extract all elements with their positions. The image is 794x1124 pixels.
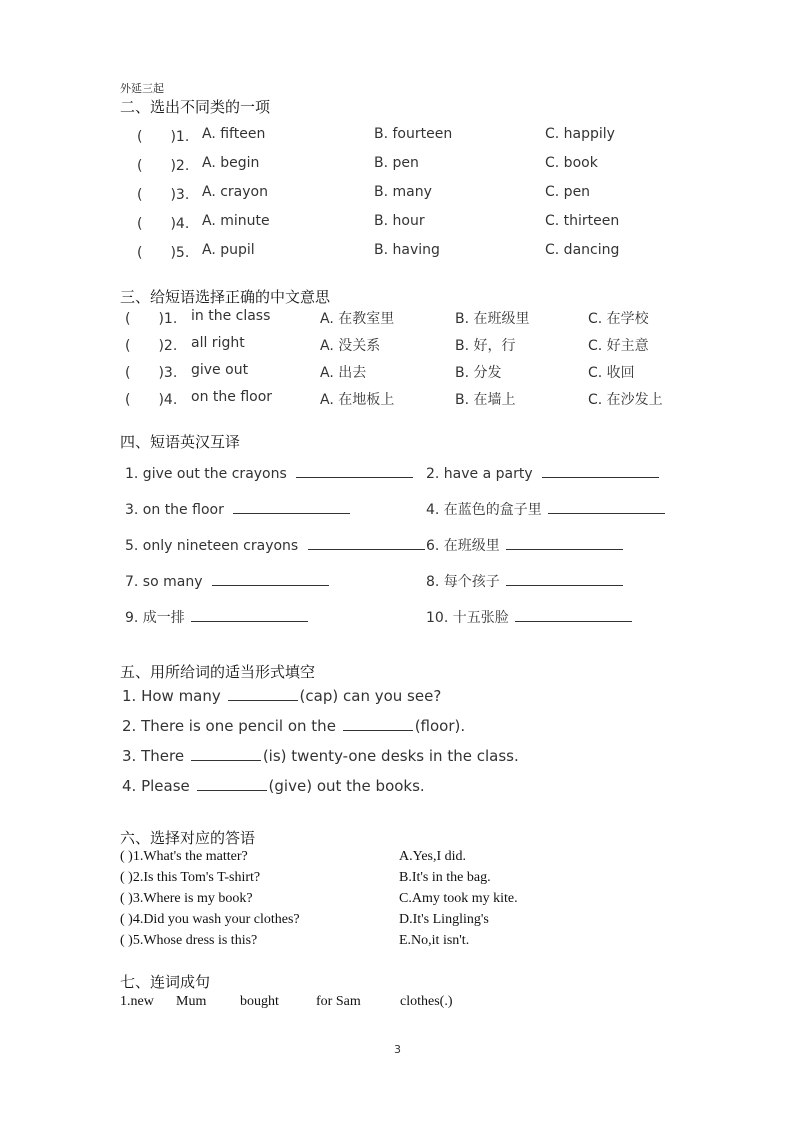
s4-right-item xyxy=(426,535,623,555)
header-tag: 外延三起 xyxy=(120,82,164,95)
s4-right-text: 8. 每个孩子 xyxy=(426,574,500,590)
s4-left-text: 3. on the floor xyxy=(125,502,224,518)
answer-blank[interactable] xyxy=(542,463,659,478)
s3-num: ( )4. xyxy=(125,392,178,408)
s3-option-c: C. 收回 xyxy=(588,365,635,381)
s2-option-c: C. thirteen xyxy=(545,213,620,229)
s5-pre: 4. Please xyxy=(122,777,190,795)
s5-item xyxy=(122,686,441,705)
answer-blank[interactable] xyxy=(197,776,267,791)
s2-option-a: A. crayon xyxy=(202,184,268,200)
section-6-title: 六、选择对应的答语 xyxy=(120,829,256,847)
s4-left-text: 9. 成一排 xyxy=(125,610,185,626)
s6-question: ( )3.Where is my book? xyxy=(120,891,253,906)
s3-option-b: B. 分发 xyxy=(455,365,502,381)
s5-pre: 1. How many xyxy=(122,687,221,705)
s2-option-b: B. having xyxy=(374,242,440,258)
s2-option-a: A. pupil xyxy=(202,242,255,258)
s6-answer: E.No,it isn't. xyxy=(399,933,470,948)
s3-option-c: C. 好主意 xyxy=(588,338,649,354)
answer-blank[interactable] xyxy=(515,607,632,622)
s3-phrase: on the floor xyxy=(191,389,273,405)
s5-pre: 3. There xyxy=(122,747,185,765)
s5-post: twenty-one desks in the class. xyxy=(291,747,519,765)
answer-blank[interactable] xyxy=(191,607,308,622)
s4-left-text: 7. so many xyxy=(125,574,203,590)
s3-option-a: A. 出去 xyxy=(320,365,367,381)
s4-right-text: 10. 十五张脸 xyxy=(426,610,509,626)
s3-option-a: A. 在地板上 xyxy=(320,392,395,408)
s7-scrambled-words xyxy=(120,994,452,1010)
answer-blank[interactable] xyxy=(212,571,329,586)
s4-left-text: 5. only nineteen crayons xyxy=(125,538,299,554)
s6-question: ( )4.Did you wash your clothes? xyxy=(120,912,300,927)
s2-option-a: A. fifteen xyxy=(202,126,266,142)
answer-blank[interactable] xyxy=(308,535,425,550)
s5-hint: (cap) xyxy=(299,687,339,705)
section-5-title: 五、用所给词的适当形式填空 xyxy=(120,663,316,681)
section-7-title: 七、连词成句 xyxy=(120,973,211,991)
s3-phrase: in the class xyxy=(191,308,271,324)
s3-option-b: B. 好，行 xyxy=(455,338,516,354)
s6-answer: B.It's in the bag. xyxy=(399,870,491,885)
s4-right-item xyxy=(426,499,665,519)
s3-num: ( )1. xyxy=(125,311,178,327)
s4-left-text: 1. give out the crayons xyxy=(125,466,287,482)
s5-pre: 2. There is one pencil on the xyxy=(122,717,336,735)
s5-hint: (floor). xyxy=(414,717,466,735)
s2-option-b: B. many xyxy=(374,184,432,200)
s3-option-c: C. 在沙发上 xyxy=(588,392,663,408)
s7-word: Mum xyxy=(176,994,207,1009)
s7-word: bought xyxy=(240,994,279,1009)
s3-phrase: give out xyxy=(191,362,249,378)
s2-option-a: A. minute xyxy=(202,213,270,229)
s4-left-item xyxy=(125,571,329,590)
s4-left-item xyxy=(125,499,350,518)
s5-post: can you see? xyxy=(343,687,442,705)
s2-option-c: C. pen xyxy=(545,184,591,200)
s2-num: ( )4. xyxy=(137,216,190,232)
answer-blank[interactable] xyxy=(506,535,623,550)
s4-right-text: 4. 在蓝色的盒子里 xyxy=(426,502,542,518)
s6-question: ( )5.Whose dress is this? xyxy=(120,933,258,948)
s3-option-a: A. 在教室里 xyxy=(320,311,395,327)
s6-question: ( )1.What's the matter? xyxy=(120,849,248,864)
s2-option-a: A. begin xyxy=(202,155,260,171)
answer-blank[interactable] xyxy=(233,499,350,514)
s2-option-b: B. hour xyxy=(374,213,425,229)
s4-right-item xyxy=(426,607,632,627)
s5-item xyxy=(122,776,425,795)
s2-num: ( )1. xyxy=(137,129,190,145)
s2-option-b: B. pen xyxy=(374,155,419,171)
s4-right-item xyxy=(426,463,659,482)
s4-right-text: 6. 在班级里 xyxy=(426,538,500,554)
s4-left-item xyxy=(125,535,425,554)
s5-hint: (give) xyxy=(268,777,313,795)
s6-answer: D.It's Lingling's xyxy=(399,912,489,927)
s2-option-c: C. book xyxy=(545,155,598,171)
s3-option-c: C. 在学校 xyxy=(588,311,649,327)
answer-blank[interactable] xyxy=(506,571,623,586)
section-3-title: 三、给短语选择正确的中文意思 xyxy=(120,288,331,306)
s3-phrase: all right xyxy=(191,335,245,351)
s2-num: ( )5. xyxy=(137,245,190,261)
s3-option-b: B. 在墙上 xyxy=(455,392,516,408)
answer-blank[interactable] xyxy=(228,686,298,701)
s5-post: out the books. xyxy=(316,777,425,795)
s6-answer: A.Yes,I did. xyxy=(399,849,467,864)
answer-blank[interactable] xyxy=(296,463,413,478)
answer-blank[interactable] xyxy=(191,746,261,761)
s2-option-c: C. dancing xyxy=(545,242,620,258)
s7-word: 1.new xyxy=(120,994,154,1009)
section-2-title: 二、选出不同类的一项 xyxy=(120,98,271,116)
s4-left-item xyxy=(125,607,308,627)
answer-blank[interactable] xyxy=(343,716,413,731)
s4-left-item xyxy=(125,463,413,482)
s6-question: ( )2.Is this Tom's T-shirt? xyxy=(120,870,261,885)
page-number: 3 xyxy=(394,1043,401,1056)
s3-option-a: A. 没关系 xyxy=(320,338,381,354)
s2-option-b: B. fourteen xyxy=(374,126,453,142)
s3-num: ( )2. xyxy=(125,338,178,354)
s2-num: ( )3. xyxy=(137,187,190,203)
s7-word: clothes(.) xyxy=(400,994,453,1009)
s4-right-text: 2. have a party xyxy=(426,466,533,482)
s4-right-item xyxy=(426,571,623,591)
section-4-title: 四、短语英汉互译 xyxy=(120,433,241,451)
s3-option-b: B. 在班级里 xyxy=(455,311,530,327)
s7-word: for Sam xyxy=(316,994,361,1009)
s5-hint: (is) xyxy=(262,747,287,765)
s2-option-c: C. happily xyxy=(545,126,615,142)
s6-answer: C.Amy took my kite. xyxy=(399,891,518,906)
s2-num: ( )2. xyxy=(137,158,190,174)
s5-item xyxy=(122,746,519,765)
answer-blank[interactable] xyxy=(548,499,665,514)
s3-num: ( )3. xyxy=(125,365,178,381)
s5-item xyxy=(122,716,465,735)
